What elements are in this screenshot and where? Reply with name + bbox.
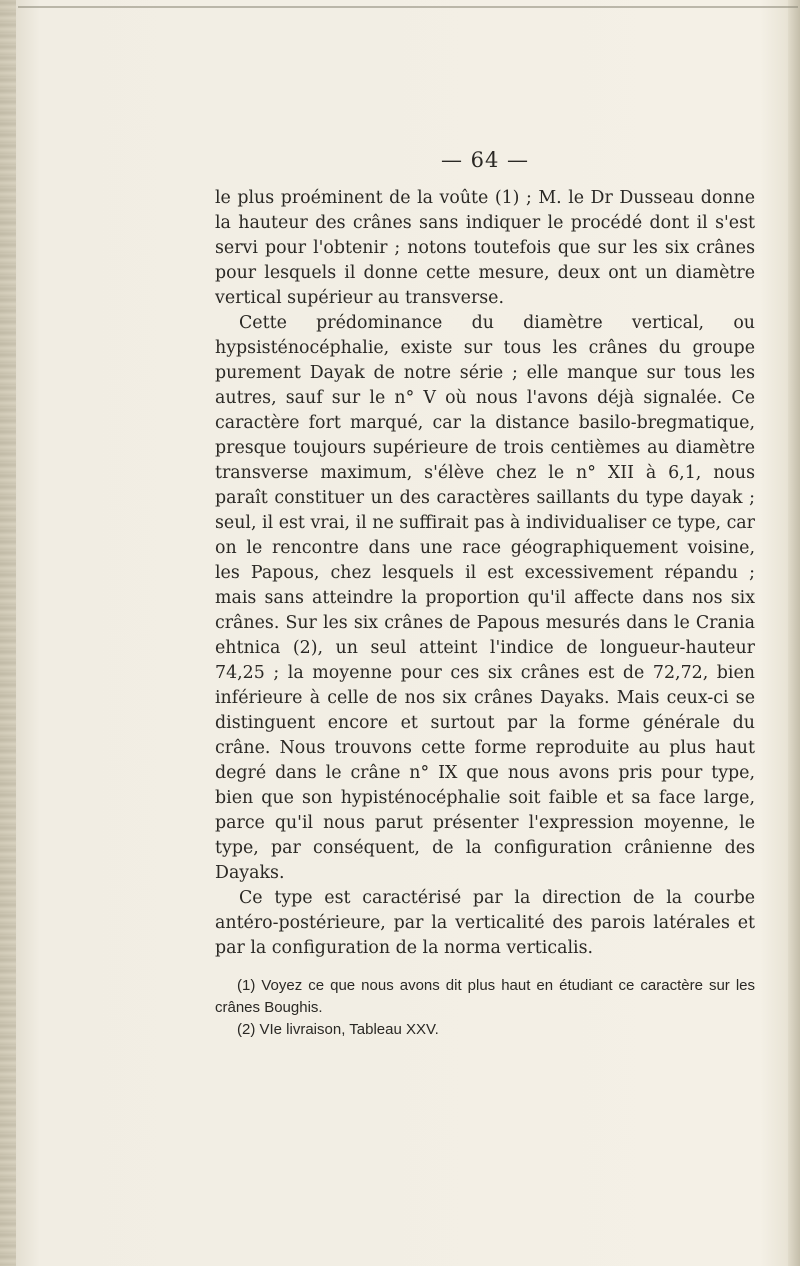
page-number: — 64 —	[440, 148, 530, 172]
footnote-2: (2) VIe livraison, Tableau XXV.	[237, 1021, 439, 1038]
top-edge-rule	[18, 6, 798, 8]
page-binding-edge	[0, 0, 16, 1266]
text-block	[215, 146, 755, 1041]
footnotes	[215, 975, 755, 1041]
paragraph-3: Ce type est caractérisé par la direction de la courbe antéro-postérieure, par la verticalité des parois latérales et par la configuration de la norma verticalis.	[215, 888, 755, 958]
paragraph-2: Cette prédominance du diamètre vertical, ou hypsisténocéphalie, existe sur tous les crânes du groupe purement Dayak de notre série ; elle manque sur tous les autres, sauf sur le n° V où nous l'avons déjà signalée. Ce caractère fort marqué, car la distance basilo-bregmatique, presque toujours supérieure de trois centièmes au diamètre transverse maximum, s'élève chez le n° XII à 6,1, nous paraît constituer un des caractères saillants du type dayak ; seul, il est vrai, il ne suffirait pas à individualiser ce type, car on le rencontre dans une race géographiquement voisine, les Papous, chez lesquels il est excessivement répandu ; mais sans atteindre la proportion qu'il affecte dans nos six crânes. Sur les six crânes de Papous mesurés dans le Crania ehtnica (2), un seul atteint l'indice de longueur-hauteur 74,25 ; la moyenne pour ces six crânes est de 72,72, bien inférieure à celle de nos six crânes Dayaks. Mais ceux-ci se distinguent encore et surtout par la forme générale du crâne. Nous trouvons cette forme reproduite au plus haut degré dans le crâne n° IX que nous avons pris pour type, bien que son hypisténocéphalie soit faible et sa face large, parce qu'il nous parut présenter l'expression moyenne, le type, par conséquent, de la configuration crânienne des Dayaks.	[215, 313, 755, 883]
paragraph-1: le plus proéminent de la voûte (1) ; M. le Dr Dusseau donne la hauteur des crânes sans indiquer le procédé dont il s'est servi pour l'obtenir ; notons toutefois que sur les six crânes pour lesquels il donne cette mesure, deux ont un diamètre vertical supérieur au transverse.	[215, 188, 755, 308]
footnote-1: (1) Voyez ce que nous avons dit plus haut en étudiant ce caractère sur les crânes Boughis.	[215, 977, 755, 1016]
page-right-edge	[788, 0, 800, 1266]
